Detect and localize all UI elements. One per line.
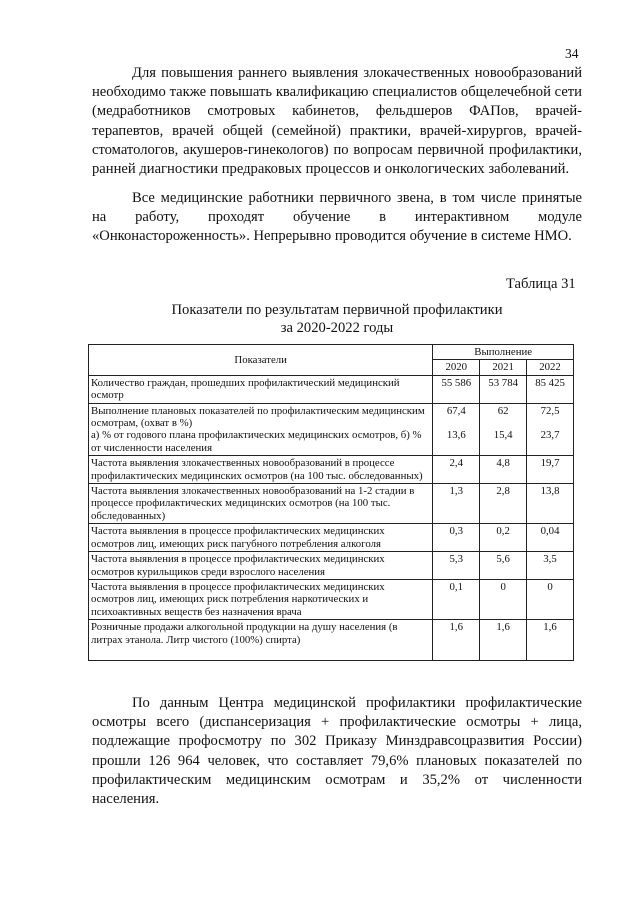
indicator-cell: Частота выявления злокачественных новообразований на 1-2 стадии в процессе профилактических медицинских осмотров (на 100 тыс. обследованных)	[89, 484, 433, 524]
table-row	[89, 579, 574, 619]
indicator-cell: Частота выявления в процессе профилактических медицинских осмотров лиц, имеющих риск пагубного потребления алкоголя	[89, 524, 433, 552]
value-cell: 1,6	[527, 620, 574, 661]
indicator-text: Выполнение плановых показателей по профилактическим медицинским осмотрам, (охват в %)	[91, 404, 425, 430]
value-cell: 5,3	[433, 552, 480, 580]
table-title	[92, 301, 582, 337]
value-cell: 0,2	[480, 524, 527, 552]
value-cell: 0	[480, 579, 527, 619]
table-header-row	[89, 345, 574, 360]
value-cell: 0,1	[433, 579, 480, 619]
value-cell	[480, 403, 527, 456]
value-b: 23,7	[540, 429, 560, 442]
indicator-cell: Частота выявления в процессе профилактических медицинских осмотров лиц, имеющих риск потребления наркотических и психоактивных веществ без назначения врача	[89, 579, 433, 619]
indicators-table	[88, 344, 574, 661]
header-year: 2022	[527, 360, 574, 375]
table-row	[89, 552, 574, 580]
table-label: Таблица 31	[506, 276, 576, 292]
table-row	[89, 484, 574, 524]
header-indicator: Показатели	[89, 345, 433, 376]
indicator-cell	[89, 403, 433, 456]
indicator-cell: Количество граждан, прошедших профилактический медицинский осмотр	[89, 375, 433, 403]
value-a: 62	[497, 404, 509, 417]
paragraph-statistics: По данным Центра медицинской профилактики профилактические осмотры всего (диспансеризация + профилактические осмотры + лица, подлежащие профосмотру по 302 Приказу Минздравсоцразвития России) прошли 126 964 человек, что составляет 79,6% плановых показателей по профилактическим медицинским осмотрам и 35,2% от численности населения.	[92, 695, 582, 808]
value-cell: 5,6	[480, 552, 527, 580]
value-cell: 0	[527, 579, 574, 619]
page-number: 34	[565, 46, 579, 61]
header-execution: Выполнение	[433, 345, 574, 360]
value-b: 13,6	[446, 429, 466, 442]
indicator-cell: Розничные продажи алкогольной продукции на душу населения (в литрах этанола. Литр чистого (100%) спирта)	[89, 620, 433, 661]
table-row	[89, 620, 574, 661]
indicator-subtext: а) % от годового плана профилактических медицинских осмотров, б) % от численности населения	[91, 429, 422, 454]
value-cell: 3,5	[527, 552, 574, 580]
value-cell: 85 425	[527, 375, 574, 403]
value-cell: 1,3	[433, 484, 480, 524]
indicator-cell: Частота выявления злокачественных новообразований в процессе профилактических медицинских осмотров (на 100 тыс. обследованных)	[89, 456, 433, 484]
value-cell: 53 784	[480, 375, 527, 403]
paragraph-training: Все медицинские работники первичного звена, в том числе принятые на работу, проходят обучение в интерактивном модуле «Онконастороженность». Непрерывно проводится обучение в системе НМО.	[92, 190, 582, 245]
value-cell: 4,8	[480, 456, 527, 484]
value-b: 15,4	[493, 429, 513, 442]
value-cell: 1,6	[480, 620, 527, 661]
value-cell: 19,7	[527, 456, 574, 484]
table-row	[89, 375, 574, 403]
value-a: 67,4	[446, 404, 466, 417]
header-year: 2020	[433, 360, 480, 375]
table-row	[89, 524, 574, 552]
table-title-line-2: за 2020-2022 годы	[280, 320, 394, 336]
header-year: 2021	[480, 360, 527, 375]
value-cell: 2,4	[433, 456, 480, 484]
value-a: 72,5	[540, 404, 560, 417]
value-cell: 13,8	[527, 484, 574, 524]
value-cell: 0,3	[433, 524, 480, 552]
indicator-cell: Частота выявления в процессе профилактических медицинских осмотров курильщиков среди взрослого населения	[89, 552, 433, 580]
table-title-line-1: Показатели по результатам первичной профилактики	[171, 302, 503, 318]
value-cell	[433, 403, 480, 456]
table-row	[89, 403, 574, 456]
value-cell: 0,04	[527, 524, 574, 552]
table-row	[89, 456, 574, 484]
value-cell: 1,6	[433, 620, 480, 661]
value-cell: 55 586	[433, 375, 480, 403]
paragraph-qualification: Для повышения раннего выявления злокачественных новообразований необходимо также повышать квалификацию специалистов общелечебной сети (медработников смотровых кабинетов, фельдшеров ФАПов, врачей-терапевтов, врачей общей (семейной) практики, врачей-хирургов, врачей-стоматологов, акушеров-гинекологов) по вопросам первичной профилактики, ранней диагностики предраковых процессов и онкологических заболеваний.	[92, 65, 582, 178]
value-cell: 2,8	[480, 484, 527, 524]
value-cell	[527, 403, 574, 456]
